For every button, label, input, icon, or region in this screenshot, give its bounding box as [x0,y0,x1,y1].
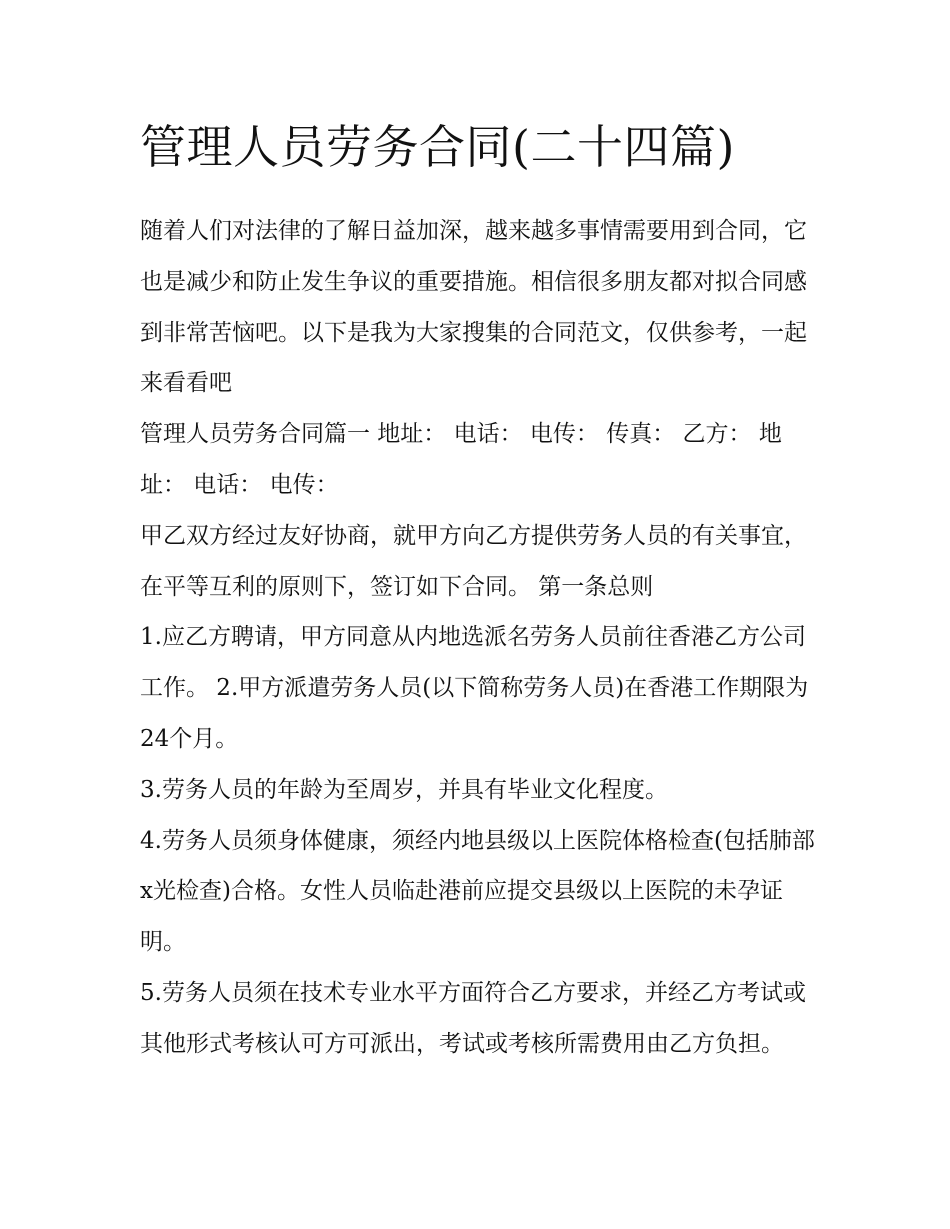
clause-5-paragraph: 5.劳务人员须在技术专业水平方面符合乙方要求，并经乙方考试或其他形式考核认可方可派出，考试或考核所需费用由乙方负担。 [140,979,806,1057]
clause-3-paragraph: 3.劳务人员的年龄为至周岁，并具有毕业文化程度。 [140,776,668,803]
clause-1-2-paragraph: 1.应乙方聘请，甲方同意从内地选派名劳务人员前往香港乙方公司工作。 2.甲方派遣劳务人员(以下简称劳务人员)在香港工作期限为24个月。 [140,624,809,752]
document-title: 管理人员劳务合同(二十四篇) [140,120,735,174]
contact-info-paragraph: 管理人员劳务合同篇一 地址： 电话： 电传： 传真： 乙方： 地址： 电话： 电传： [140,421,782,498]
document-page [140,112,820,1070]
intro-paragraph: 随着人们对法律的了解日益加深，越来越多事情需要用到合同，它也是减少和防止发生争议的重要措施。相信很多朋友都对拟合同感到非常苦恼吧。以下是我为大家搜集的合同范文，仅供参考，一起来看看吧 [140,218,807,397]
clause-4-paragraph: 4.劳务人员须身体健康，须经内地县级以上医院体格检查(包括肺部x光检查)合格。女性人员临赴港前应提交县级以上医院的未孕证明。 [140,827,815,956]
preamble-paragraph: 甲乙双方经过友好协商，就甲方向乙方提供劳务人员的有关事宜，在平等互利的原则下，签订如下合同。 第一条总则 [140,522,807,600]
